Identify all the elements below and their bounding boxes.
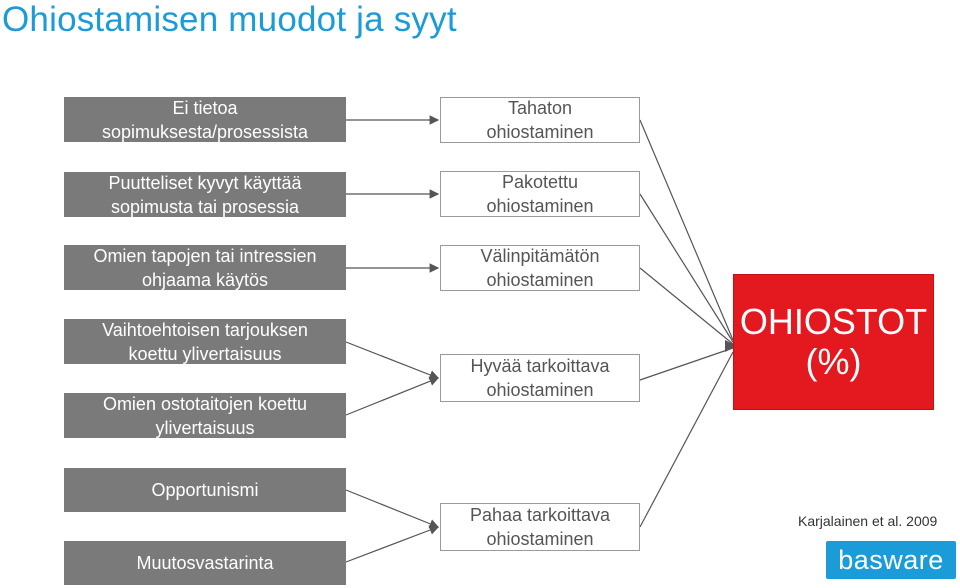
link-type-1: [640, 120, 733, 340]
type-3-line1: Välinpitämätön: [480, 246, 600, 266]
type-box-3: [440, 245, 640, 291]
type-5-line2: ohiostaminen: [486, 529, 594, 549]
type-box-2: [440, 171, 640, 217]
type-4-line1: Hyvää tarkoittava: [470, 356, 610, 376]
type-1-line2: ohiostaminen: [486, 122, 594, 142]
basware-logo: basware: [826, 541, 956, 579]
cause-4-line2: koettu ylivertaisuus: [128, 343, 282, 364]
cause-3-line1: Omien tapojen tai intressien: [93, 245, 317, 266]
link-type-4: [640, 348, 733, 380]
cause-1-line1: Ei tietoa: [172, 97, 238, 118]
cause-box-6: [64, 468, 346, 512]
type-box-1: [440, 97, 640, 143]
type-3-line2: ohiostaminen: [486, 270, 594, 290]
cause-2-line2: sopimusta tai prosessia: [110, 196, 300, 217]
result-line2: (%): [805, 341, 862, 382]
cause-box-2: [64, 172, 346, 217]
arrow-cause-6: [346, 490, 438, 527]
type-5-line1: Pahaa tarkoittava: [469, 505, 611, 525]
cause-box-7: [64, 541, 346, 585]
page-title: Ohiostamisen muodot ja syyt: [2, 0, 457, 39]
cause-box-4: [64, 319, 346, 364]
link-type-5: [640, 352, 733, 527]
link-type-2: [640, 194, 733, 342]
type-4-line2: ohiostaminen: [486, 380, 594, 400]
arrow-cause-5: [346, 378, 438, 415]
cause-3-line2: ohjaama käytös: [141, 269, 269, 290]
reference-text: Karjalainen et al. 2009: [798, 513, 938, 529]
cause-box-1: [64, 97, 346, 142]
result-box: [733, 274, 934, 410]
cause-7-line1: Muutosvastarinta: [136, 553, 274, 573]
type-1-line1: Tahaton: [507, 98, 573, 118]
arrow-cause-4: [346, 342, 438, 378]
cause-5-line2: ylivertaisuus: [155, 417, 255, 438]
cause-2-line1: Puutteliset kyvyt käyttää: [108, 172, 302, 193]
type-box-4: [440, 354, 640, 402]
cause-1-line2: sopimuksesta/prosessista: [101, 121, 309, 142]
arrow-cause-7: [346, 527, 438, 562]
type-box-5: [440, 503, 640, 551]
type-2-line2: ohiostaminen: [486, 196, 594, 216]
cause-5-line1: Omien ostotaitojen koettu: [102, 393, 308, 414]
result-line1: OHIOSTOT: [739, 301, 928, 342]
type-2-line1: Pakotettu: [501, 172, 579, 192]
cause-box-5: [64, 393, 346, 438]
cause-6-line1: Opportunismi: [151, 480, 259, 500]
cause-box-3: [64, 245, 346, 290]
cause-4-line1: Vaihtoehtoisen tarjouksen: [102, 319, 308, 340]
